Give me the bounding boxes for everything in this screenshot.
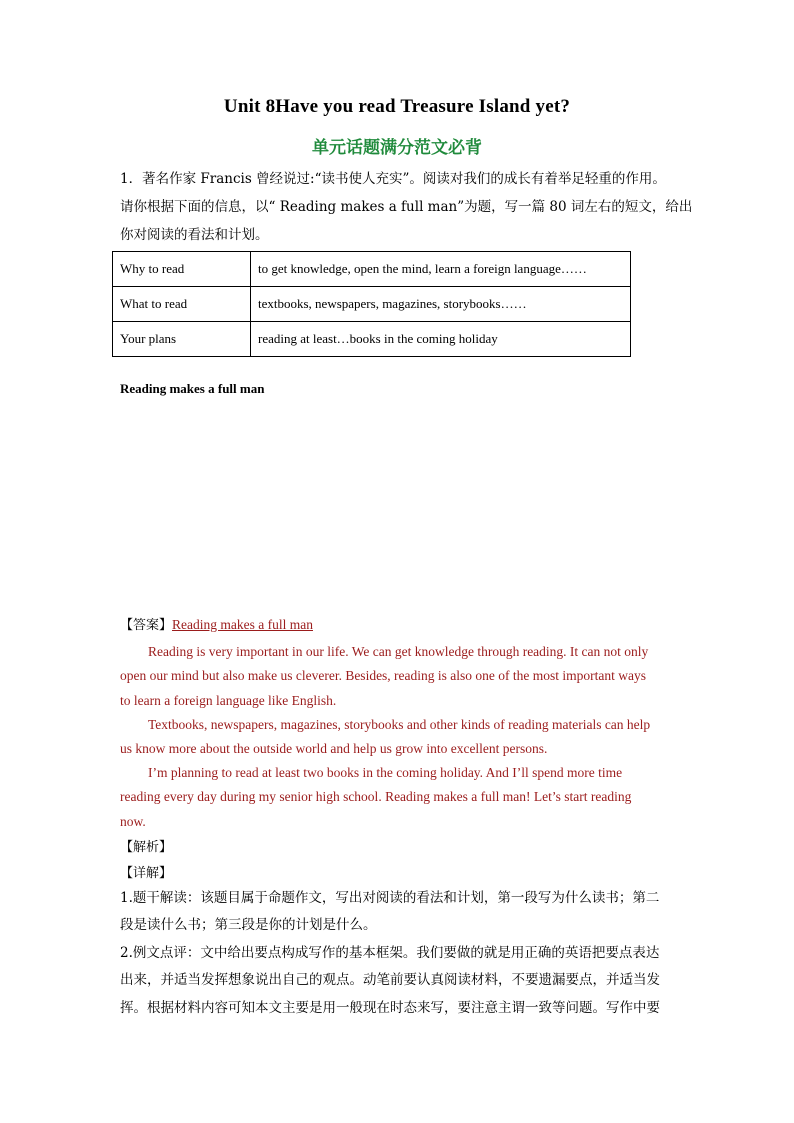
answer-line: Reading is very important in our life. We can get knowledge through reading. It can not only bbox=[148, 644, 649, 660]
info-table bbox=[112, 251, 631, 357]
question-text bbox=[120, 165, 693, 249]
table-cell-label: Why to read bbox=[113, 252, 251, 287]
detail-label: 【详解】 bbox=[120, 866, 173, 881]
table-cell-label: Your plans bbox=[113, 322, 251, 357]
answer-section bbox=[120, 613, 680, 834]
analysis-label: 【解析】 bbox=[120, 840, 173, 855]
answer-heading bbox=[120, 613, 680, 638]
table-cell-value: textbooks, newspapers, magazines, storybooks…… bbox=[251, 287, 631, 322]
answer-line: now. bbox=[120, 813, 146, 829]
essay-title: Reading makes a full man bbox=[120, 381, 265, 396]
page-subtitle: 单元话题满分范文必背 bbox=[312, 138, 482, 158]
page-title: Unit 8Have you read Treasure Island yet? bbox=[223, 96, 571, 117]
answer-paragraph bbox=[120, 640, 680, 713]
question-line: 你对阅读的看法和计划。 bbox=[120, 227, 269, 243]
answer-line: to learn a foreign language like English. bbox=[120, 692, 337, 708]
question-line: 1．著名作家 Francis 曾经说过:“读书使人充实”。阅读对我们的成长有着举足轻重的作用。 bbox=[120, 171, 666, 187]
analysis-text bbox=[120, 885, 680, 1022]
table-row bbox=[113, 252, 631, 287]
table-cell-label: What to read bbox=[113, 287, 251, 322]
table-cell-value: to get knowledge, open the mind, learn a foreign language…… bbox=[251, 252, 631, 287]
answer-title: Reading makes a full man bbox=[172, 617, 313, 632]
answer-paragraph bbox=[120, 713, 680, 761]
analysis-line: 段是读什么书；第三段是你的计划是什么。 bbox=[120, 917, 377, 934]
table-row bbox=[113, 287, 631, 322]
analysis-line: 2.例文点评：文中给出要点构成写作的基本框架。我们要做的就是用正确的英语把要点表达 bbox=[120, 944, 660, 961]
answer-line: Textbooks, newspapers, magazines, storybooks and other kinds of reading materials can help bbox=[148, 716, 651, 732]
answer-label: 【答案】 bbox=[120, 618, 173, 633]
analysis-line: 1.题干解读：该题目属于命题作文，写出对阅读的看法和计划，第一段写为什么读书；第二 bbox=[120, 890, 660, 906]
table-cell-value: reading at least…books in the coming holiday bbox=[251, 322, 631, 357]
answer-line: us know more about the outside world and help us grow into excellent persons. bbox=[120, 741, 548, 757]
answer-paragraph bbox=[120, 761, 680, 834]
answer-line: reading every day during my senior high school. Reading makes a full man! Let’s start reading bbox=[120, 789, 632, 805]
analysis-line: 出来，并适当发挥想象说出自己的观点。动笔前要认真阅读材料，不要遗漏要点，并适当发 bbox=[120, 972, 660, 989]
table-row bbox=[113, 322, 631, 357]
question-line: 请你根据下面的信息，以“ Reading makes a full man”为题，写一篇 80 词左右的短文，给出 bbox=[120, 199, 693, 215]
analysis-line: 挥。根据材料内容可知本文主要是用一般现在时态来写，要注意主谓一致等问题。写作中要 bbox=[120, 999, 660, 1016]
answer-line: I’m planning to read at least two books in the coming holiday. And I’ll spend more time bbox=[148, 765, 623, 781]
answer-line: open our mind but also make us cleverer. Besides, reading is also one of the most important ways bbox=[120, 668, 647, 684]
